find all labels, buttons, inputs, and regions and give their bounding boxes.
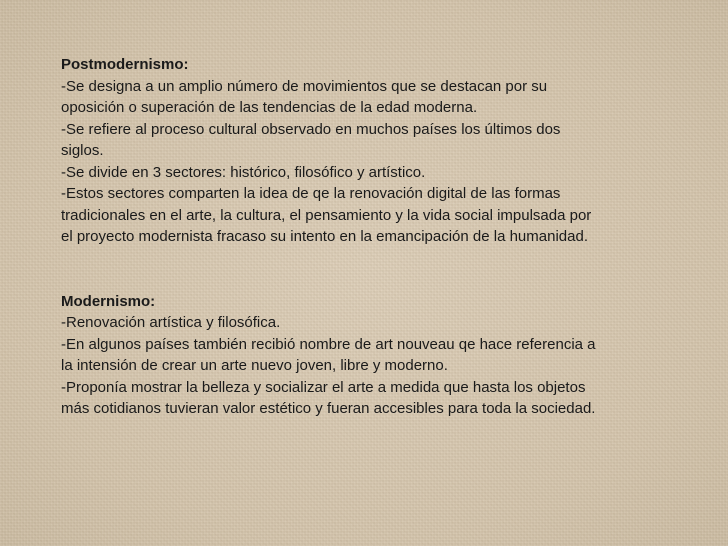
slide-text-block: [61, 54, 691, 420]
modernismo-section: [61, 291, 691, 420]
section-heading: Postmodernismo:: [61, 56, 189, 73]
text-line: la intensión de crear un arte nuevo joven, libre y moderno.: [61, 357, 448, 374]
text-line: -Se refiere al proceso cultural observado en muchos países los últimos dos: [61, 120, 561, 138]
text-line: -Proponía mostrar la belleza y socializar el arte a medida que hasta los objetos: [61, 378, 586, 396]
text-line: -En algunos países también recibió nombre de art nouveau qe hace referencia a: [61, 335, 596, 353]
text-line: el proyecto modernista fracaso su intento en la emancipación de la humanidad.: [61, 228, 588, 245]
text-line: oposición o superación de las tendencias de la edad moderna.: [61, 99, 478, 116]
section-heading: Modernismo:: [61, 292, 156, 310]
text-line: -Se divide en 3 sectores: histórico, filosófico y artístico.: [61, 163, 426, 181]
text-line: -Renovación artística y filosófica.: [61, 314, 281, 331]
text-line: siglos.: [61, 142, 104, 159]
text-line: -Se designa a un amplio número de movimientos que se destacan por su: [61, 77, 548, 95]
text-line: más cotidianos tuvieran valor estético y fueran accesibles para toda la sociedad.: [61, 400, 596, 417]
text-line: tradicionales en el arte, la cultura, el pensamiento y la vida social impulsada por: [61, 206, 592, 224]
text-line: -Estos sectores comparten la idea de qe la renovación digital de las formas: [61, 185, 561, 202]
postmodernismo-section: [61, 54, 691, 248]
